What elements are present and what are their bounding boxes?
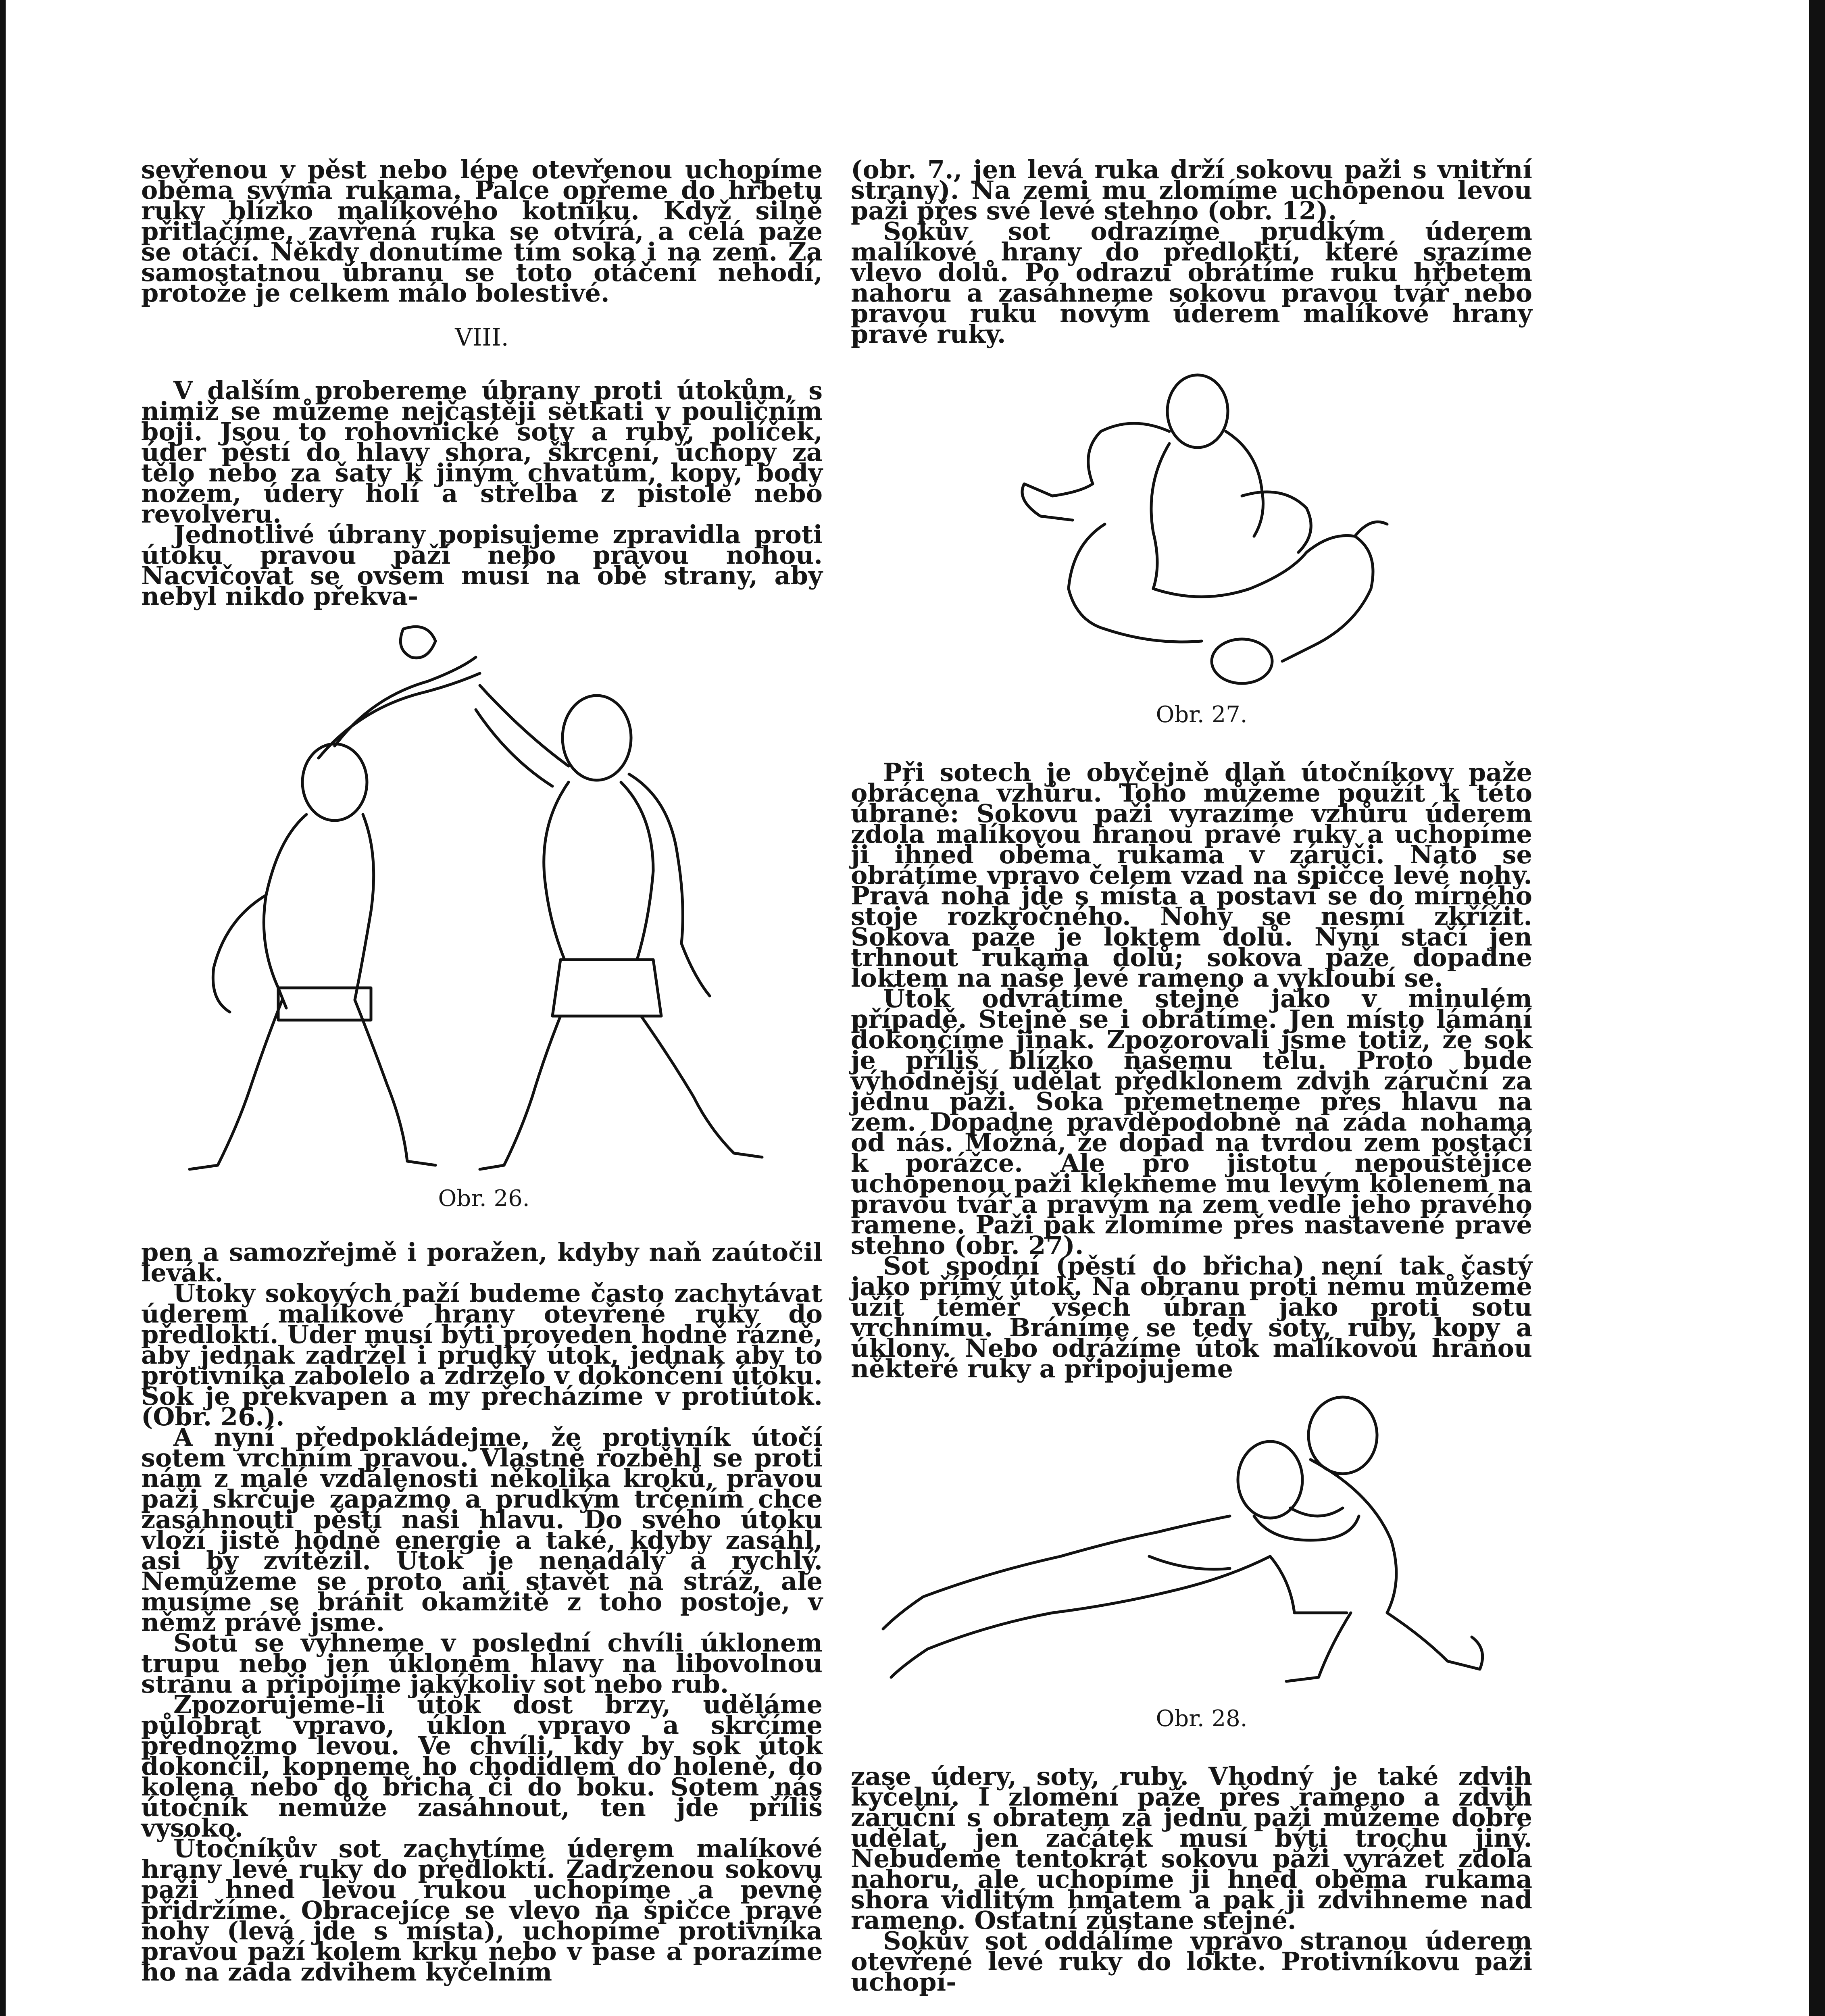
paragraph: zase údery, soty, ruby. Vhodný je také zdvih kyčelní. I zlomení paže přes rameno a zdvih záruční s obratem za jednu paži můžeme dobře udělat, jen začátek musí býti trochu jiný. Nebudeme tentokrát sokovu paži vyrážet zdola nahoru, ale uchopíme ji hned oběma rukama shora vidlitým hmatem a pak ji zdvihneme nad rameno. Ostatní zůstane stejné. <box>851 1762 1532 1935</box>
paragraph: V dalším probereme úbrany proti útokům, s nimiž se můžeme nejčastěji setkati v pouličním boji. Jsou to rohovnické soty a ruby, políček, úder pěstí do hlavy shora, škrcení, úchopy za tělo nebo za šaty k jiným chvatům, kopy, body nožem, údery holí a střelba z pistole nebo revolveru. <box>141 376 823 529</box>
left-column-top <box>141 155 823 611</box>
paragraph: Sotu se vyhneme v poslední chvíli úklonem trupu nebo jen úklonem hlavy na libovolnou stranu a připojíme jakýkoliv sot nebo rub. <box>141 1628 823 1699</box>
figure-26-illustration <box>145 613 831 1185</box>
paragraph: Jednotlivé úbrany popisujeme zpravidla proti útoku pravou paží nebo pravou nohou. Nacvičovat se ovšem musí na obě strany, aby nebyl nikdo překva- <box>141 520 823 611</box>
left-column-bottom <box>141 1237 823 1987</box>
paragraph: (obr. 7., jen levá ruka drží sokovu paži s vnitřní strany). Na zemi mu zlomíme uchopenou levou paži přes své levé stehno (obr. 12). <box>851 155 1532 225</box>
figure-26-caption: Obr. 26. <box>438 1185 530 1212</box>
section-heading: VIII. <box>455 323 509 352</box>
paragraph: pen a samozřejmě i poražen, kdyby naň zaútočil levák. <box>141 1237 823 1287</box>
paragraph: Při sotech je obyčejně dlaň útočníkovy paže obrácena vzhůru. Toho můžeme použít k této úbraně: Sokovu paži vyrazíme vzhůru úderem zdola malíkovou hranou pravé ruky a uchopíme ji ihned oběma rukama v záruči. Nato se obrátíme vpravo čelem vzad na špičce levé nohy. Pravá noha jde s místa a postaví se do mírného stoje rozkročného. Nohy se nesmí zkřížit. Sokova paže je loktem dolů. Nyní stačí jen trhnout rukama dolů; sokova paže dopadne loktem na naše levé rameno a vykloubí se. <box>851 758 1532 993</box>
figure-27-illustration <box>1000 363 1403 694</box>
paragraph: sevřenou v pěst nebo lépe otevřenou uchopíme oběma svýma rukama. Palce opřeme do hřbetu ruky blízko malíkového kotníku. Když silně přitlačíme, zavřená ruka se otvírá, a celá paže se otáčí. Někdy donutíme tím soka i na zem. Za samostatnou úbranu se toto otáčení nehodí, protože je celkem málo bolestivé. <box>141 155 823 308</box>
right-column-middle <box>851 758 1532 1383</box>
paragraph: Útočníkův sot zachytíme úderem malíkové hrany levé ruky do předloktí. Zadrženou sokovu paži hned levou rukou uchopíme a pevně přidržíme. Obracejíce se vlevo na špičce pravé nohy (levá jde s místa), uchopíme protivníka pravou paží kolem krku nebo v pase a porazíme ho na záda zdvihem kyčelním <box>141 1834 823 1987</box>
paragraph: Zpozorujeme-li útok dost brzy, uděláme půlobrat vpravo, úklon vpravo a skrčíme přednožmo levou. Ve chvíli, kdy by sok útok dokončil, kopneme ho chodidlem do holeně, do kolena nebo do břicha či do boku. Sotem nás útočník nemůže zasáhnout, ten jde příliš vysoko. <box>141 1690 823 1843</box>
paragraph: Sokův sot oddálíme vpravo stranou úderem otevřené levé ruky do lokte. Protivníkovu paži uchopí- <box>851 1926 1532 1997</box>
paragraph: Útok odvrátíme stejně jako v minulém případě. Stejně se i obrátíme. Jen místo lámání dokončíme jinak. Zpozorovali jsme totiž, že sok je příliš blízko našemu tělu. Proto bude výhodnější udělat předklonem zdvih záruční za jednu paži. Soka přemetneme přes hlavu na zem. Dopadne pravděpodobně na záda nohama od nás. Možná, že dopad na tvrdou zem postačí k porážce. Ale pro jistotu nepouštějíce uchopenou paži klekneme mu levým kolenem na pravou tvář a pravým na zem vedle jeho pravého ramene. Paži pak zlomíme přes nastavené pravé stehno (obr. 27). <box>851 984 1532 1260</box>
figure-28-illustration <box>867 1387 1532 1693</box>
paragraph: Sot spodní (pěstí do břicha) není tak častý jako přímý útok. Na obranu proti němu můžeme užít téměř všech úbran jako proti sotu vrchnímu. Bráníme se tedy soty, ruby, kopy a úklony. Nebo odrážíme útok malíkovou hranou některé ruky a připojujeme <box>851 1251 1532 1383</box>
paragraph: Sokův sot odrazíme prudkým úderem malíkové hrany do předloktí, které srazíme vlevo dolů. Po odrazu obrátíme ruku hřbetem nahoru a zasáhneme sokovu pravou tvář nebo pravou ruku novým úderem malíkové hrany pravé ruky. <box>851 217 1532 349</box>
figure-27-caption: Obr. 27. <box>1156 702 1248 728</box>
right-column-bottom <box>851 1762 1532 1997</box>
figure-28-caption: Obr. 28. <box>1156 1706 1248 1732</box>
paragraph: Útoky sokových paží budeme často zachytávat úderem malíkové hrany otevřené ruky do předloktí. Úder musí býti proveden hodně rázně, aby jednak zadržel i prudký útok, jednak aby to protivníka zabolelo a zdrželo v dokončení útoku. Sok je překvapen a my přecházíme v protiútok. (Obr. 26.). <box>141 1279 823 1431</box>
paragraph: A nyní předpokládejme, že protivník útočí sotem vrchním pravou. Vlastně rozběhl se proti nám z malé vzdálenosti několika kroků, pravou paži skrčuje zapažmo a prudkým trčením chce zasáhnouti pěstí naši hlavu. Do svého útoku vloží jistě hodně energie a také, kdyby zasáhl, asi by zvítězil. Útok je nenadálý a rychlý. Nemůžeme se proto ani stavět na stráž, ale musíme se bránit okamžitě z toho postoje, v němž právě jsme. <box>141 1422 823 1637</box>
right-column-top <box>851 155 1532 349</box>
